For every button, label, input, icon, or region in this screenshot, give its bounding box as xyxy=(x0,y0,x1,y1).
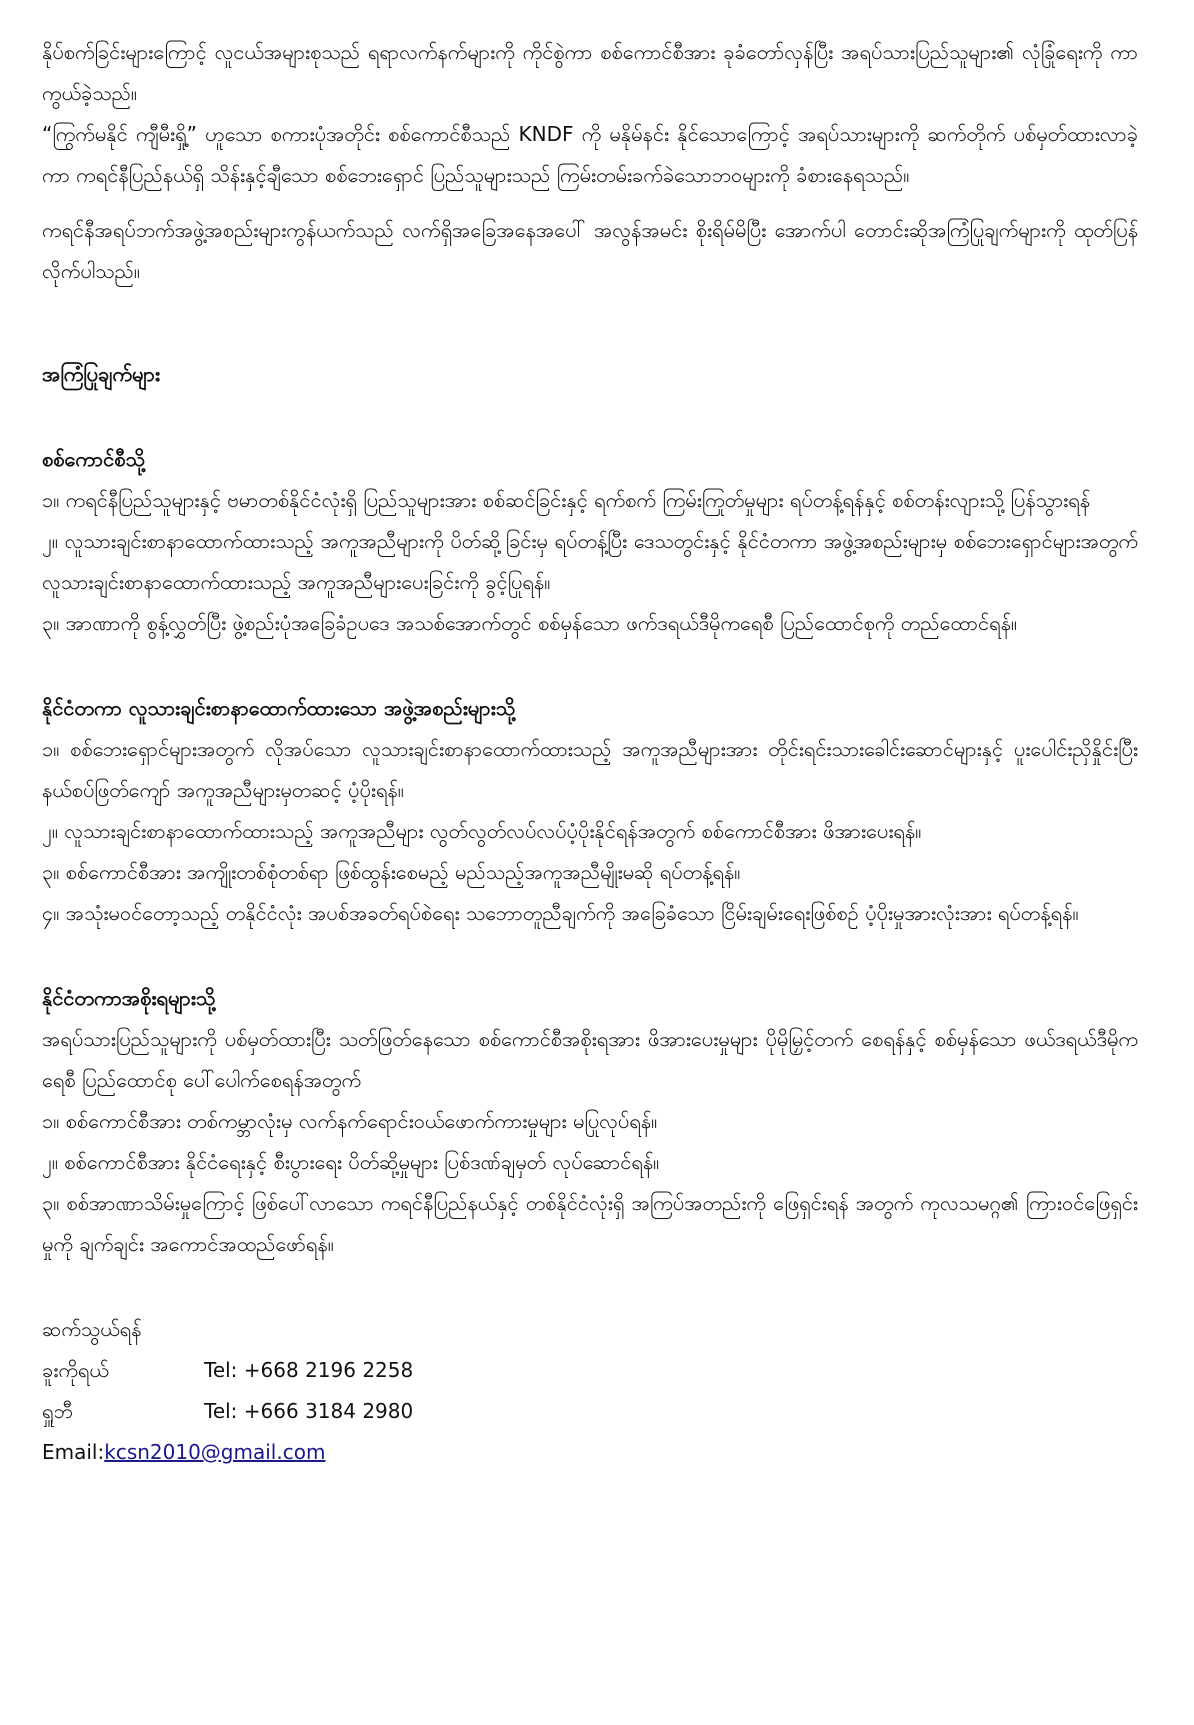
email-label: Email: xyxy=(42,1440,105,1464)
intro-paragraph-3: ကရင်နီအရပ်ဘက်အဖွဲ့အစည်းများကွန်ယက်သည် လက်ရှိအခြေအနေအပေါ် အလွန်အမင်း စိုးရိမ်မိပြီး အောက်ပါ တောင်းဆိုအကြံပြုချက်များကို ထုတ်ပြန်လိုက်ပါသည်။ xyxy=(42,218,1138,283)
email-row xyxy=(42,1432,1138,1473)
contact-name: ရှူဘီ xyxy=(42,1399,73,1423)
list-item: ၂။ လူသားချင်းစာနာထောက်ထားသည့် အကူအညီများ လွတ်လွတ်လပ်လပ်ပံ့ပိုးနိုင်ရန်အတွက် စစ်ကောင်စီအား ဖိအားပေးရန်။ xyxy=(42,819,922,843)
list-item: ၃။ စစ်ကောင်စီအား အကျိုးတစ်စုံတစ်ရာ ဖြစ်ထွန်းစေမည့် မည်သည့်အကူအညီမျိုးမဆို ရပ်တန့်ရန်။ xyxy=(42,860,741,884)
list-item: ၃။ စစ်အာဏာသိမ်းမှုကြောင့် ဖြစ်ပေါ်လာသော ကရင်နီပြည်နယ်နှင့် တစ်နိုင်ငံလုံးရှိ အကြပ်အတည်းကို ဖြေရှင်းရန် အတွက် ကုလသမဂ္ဂ၏ ကြားဝင်ဖြေရှင်းမှုကို ချက်ချင်း အကောင်အထည်ဖော်ရန်။ xyxy=(42,1191,1138,1256)
recommendations-heading: အကြံပြုချက်များ xyxy=(42,362,160,386)
contact-row xyxy=(42,1350,1138,1391)
list-item: ၁။ စစ်ဘေးရှောင်များအတွက် လိုအပ်သော လူသားချင်းစာနာထောက်ထားသည့် အကူအညီများအား တိုင်းရင်းသားခေါင်းဆောင်များနှင့် ပူးပေါင်းညှိနှိုင်းပြီး နယ်စပ်ဖြတ်ကျော် အကူအညီများမှတဆင့် ပံ့ပိုးရန်။ xyxy=(42,737,1138,802)
list-item: ၄။ အသုံးမဝင်တော့သည့် တနိုင်ငံလုံး အပစ်အခတ်ရပ်စဲရေး သဘောတူညီချက်ကို အခြေခံသော ငြိမ်းချမ်းရေးဖြစ်စဉ် ပံ့ပိုးမှုအားလုံးအား ရပ်တန့်ရန်။ xyxy=(42,901,1079,925)
contact-phone: Tel: +668 2196 2258 xyxy=(204,1358,414,1382)
list-item: ၁။ စစ်ကောင်စီအား တစ်ကမ္ဘာလုံးမှ လက်နက်ရောင်းဝယ်ဖောက်ကားမှုများ မပြုလုပ်ရန်။ xyxy=(42,1109,658,1133)
contact-row xyxy=(42,1391,1138,1432)
section-heading-humanitarian-orgs: နိုင်ငံတကာ လူသားချင်းစာနာထောက်ထားသော အဖွဲ့အစည်းများသို့ xyxy=(42,696,516,720)
contact-phone: Tel: +666 3184 2980 xyxy=(204,1399,414,1423)
contact-name: ခူးကိုရယ် xyxy=(42,1358,109,1382)
intro-paragraph-1: နိုပ်စက်ခြင်းများကြောင့် လူငယ်အများစုသည် ရရာလက်နက်များကို ကိုင်စွဲကာ စစ်ကောင်စီအား ခုခံတော်လှန်ပြီး အရပ်သားပြည်သူများ၏ လုံခြုံရေးကို ကာကွယ်ခဲ့သည်။ xyxy=(42,40,1138,105)
contact-heading: ဆက်သွယ်ရန် xyxy=(42,1317,142,1341)
section-heading-military-council: စစ်ကောင်စီသို့ xyxy=(42,447,145,471)
intro-paragraph-2: “ကြွက်မနိုင် ကျီမီးရှို့” ဟူသော စကားပုံအတိုင်း စစ်ကောင်စီသည် KNDF ကို မနိုမ်နင်း နိုင်သောကြောင့် အရပ်သားများကို ဆက်တိုက် ပစ်မှတ်ထားလာခဲ့ကာ ကရင်နီပြည်နယ်ရှိ သိန်းနှင့်ချီသော စစ်ဘေးရှောင် ပြည်သူများသည် ကြမ်းတမ်းခက်ခဲသောဘဝများကို ခံစားနေရသည်။ xyxy=(42,122,1138,187)
list-item: ၁။ ကရင်နီပြည်သူများနှင့် ဗမာတစ်နိုင်ငံလုံးရှိ ပြည်သူများအား စစ်ဆင်ခြင်းနှင့် ရက်စက် ကြမ်းကြုတ်မှုများ ရပ်တန့်ရန်နှင့် စစ်တန်းလျားသို့ ပြန်သွားရန် xyxy=(42,488,1091,512)
section-heading-governments: နိုင်ငံတကာအစိုးရများသို့ xyxy=(42,986,216,1010)
email-link[interactable]: kcsn2010@gmail.com xyxy=(104,1440,326,1464)
list-item: ၂။ လူသားချင်းစာနာထောက်ထားသည့် အကူအညီများကို ပိတ်ဆို့ခြင်းမှ ရပ်တန့်ပြီး ဒေသတွင်းနှင့် နိုင်ငံတကာ အဖွဲ့အစည်းများမှ စစ်ဘေးရှောင်များအတွက် လူသားချင်းစာနာထောက်ထားသည့် အကူအညီများပေးခြင်းကို ခွင့်ပြုရန်။ xyxy=(42,529,1138,594)
list-item: ၂။ စစ်ကောင်စီအား နိုင်ငံရေးနှင့် စီးပွားရေး ပိတ်ဆို့မှုများ ပြစ်ဒဏ်ချမှတ် လုပ်ဆောင်ရန်။ xyxy=(42,1150,660,1174)
list-item: ၃။ အာဏာကို စွန့်လွှတ်ပြီး ဖွဲ့စည်းပုံအခြေခံဥပဒေ အသစ်အောက်တွင် စစ်မှန်သော ဖက်ဒရယ်ဒီမိုကရေစီ ပြည်ထောင်စုကို တည်ထောင်ရန်။ xyxy=(42,611,1017,635)
section-lead: အရပ်သားပြည်သူများကို ပစ်မှတ်ထားပြီး သတ်ဖြတ်နေသော စစ်ကောင်စီအစိုးရအား ဖိအားပေးမှုများ ပိုမိုမြှင့်တက် စေရန်နှင့် စစ်မှန်သော ဖယ်ဒရယ်ဒီမိုကရေစီ ပြည်ထောင်စု ပေါ်ပေါက်စေရန်အတွက် xyxy=(42,1027,1138,1092)
